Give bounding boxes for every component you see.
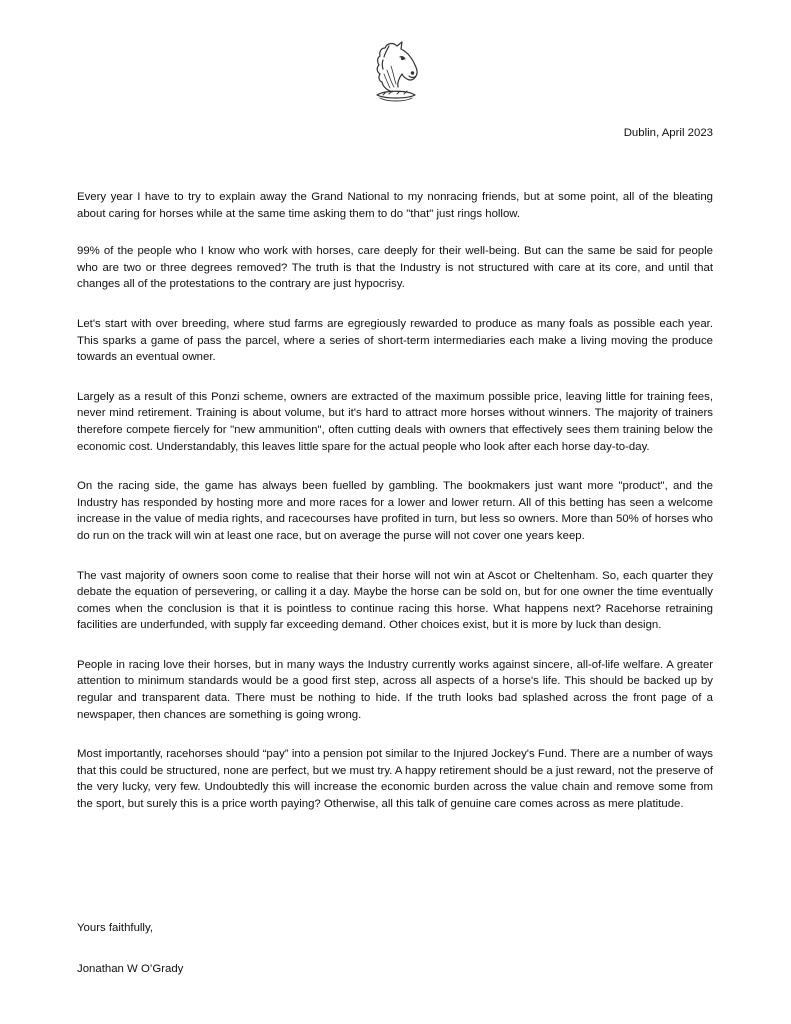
letter-body [77, 189, 713, 836]
letter-paragraph: Most importantly, racehorses should “pay” into a pension pot similar to the Injured Jockey's Fund. There are a number of ways that this could be structured, none are perfect, but we must try. A happy retirement should be a just reward, not the preserve of the very lucky, very few. Undoubtedly this will increase the economic burden across the value chain and remove some from the sport, but surely this is a price worth paying? Otherwise, all this talk of genuine care comes across as mere platitude. [77, 748, 713, 811]
letter-paragraph: On the racing side, the game has always been fuelled by gambling. The bookmakers just want more "product", and the Industry has responded by hosting more and more races for a lower and lower return. All of this betting has seen a welcome increase in the value of media rights, and racecourses have profited in turn, but less so owners. More than 50% of horses who do run on the track will win at least one race, but on average the purse will not cover one years keep. [77, 480, 713, 542]
letter-paragraph: People in racing love their horses, but in many ways the Industry currently works against sincere, all-of-life welfare. A greater attention to minimum standards would be a good first step, across all aspects of a horse's life. This should be backed up by regular and transparent data. There must be nothing to hide. If the truth looks bad splashed across the front page of a newspaper, then chances are something is going wrong. [77, 658, 713, 721]
letter-paragraph: Let's start with over breeding, where stud farms are egregiously rewarded to produce as many foals as possible each year. This sparks a game of pass the parcel, where a series of short-term intermediaries each make a living moving the produce towards an eventual owner. [77, 317, 713, 364]
letter-paragraph: Every year I have to try to explain away the Grand National to my nonracing friends, but at some point, all of the bleating about caring for horses while at the same time asking them to do "that" just rings hollow. [77, 191, 713, 220]
letter-paragraph: Largely as a result of this Ponzi scheme, owners are extracted of the maximum possible price, leaving little for training fees, never mind retirement. Training is about volume, but it's hard to attract more horses without winners. The majority of trainers therefore compete fiercely for "new ammunition", often cutting deals with owners that effectively sees them training below the economic cost. Understandably, this leaves little spare for the actual people who look after each horse day-to-day. [77, 390, 713, 453]
letter-paragraph: The vast majority of owners soon come to realise that their horse will not win at Ascot or Cheltenham. So, each quarter they debate the equation of persevering, or calling it a day. Maybe the horse can be sold on, but for one owner the time eventually comes when the conclusion is that it is pointless to continue racing this horse. What happens next? Racehorse retraining facilities are underfunded, with supply far exceeding demand. Other choices exist, but it is more by luck than design. [77, 569, 713, 632]
letter-paragraph: 99% of the people who I know who work with horses, care deeply for their well-being. But can the same be said for people who are two or three degrees removed? The truth is that the Industry is not structured with care at its core, and until that changes all of the protestations to the contrary are just hypocrisy. [77, 245, 713, 291]
letter-date: Dublin, April 2023 [623, 127, 713, 139]
letter-signature: Jonathan W O’Grady [77, 963, 184, 975]
letter-closing: Yours faithfully, [77, 922, 153, 934]
horse-head-crest-icon [367, 40, 425, 104]
